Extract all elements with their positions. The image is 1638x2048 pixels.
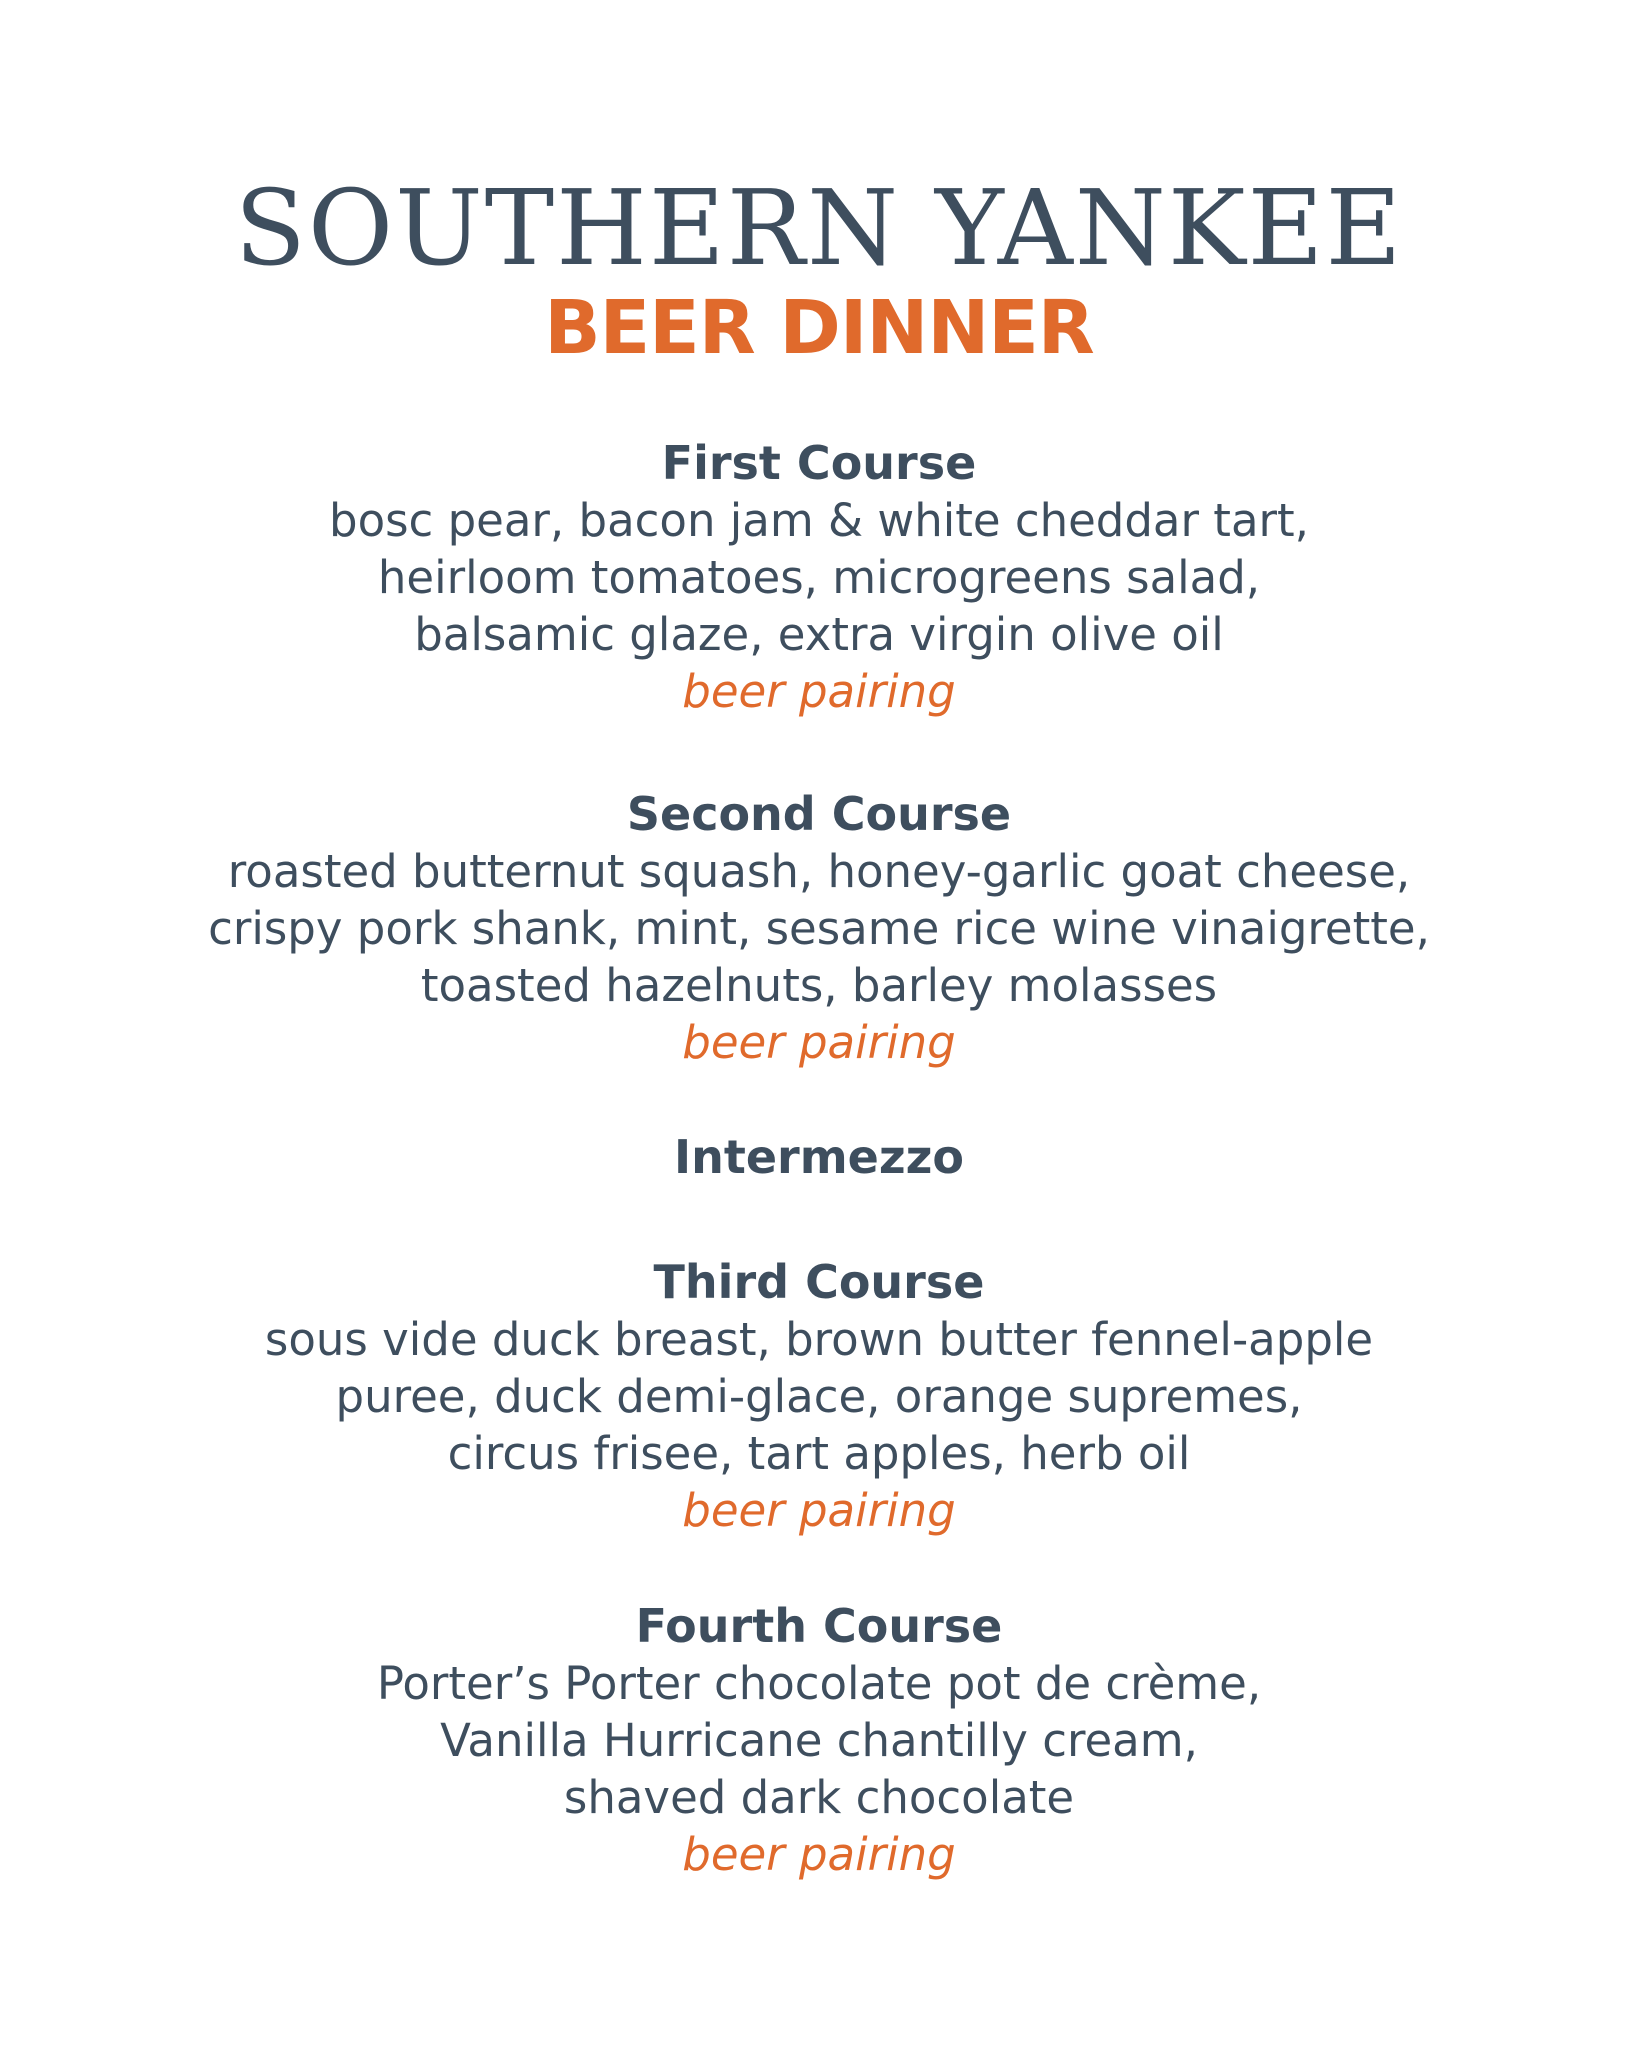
course-description-line: balsamic glaze, extra virgin olive oil bbox=[414, 608, 1224, 661]
course-heading: Fourth Course bbox=[635, 1599, 1003, 1653]
course-description-line: bosc pear, bacon jam & white cheddar tart, bbox=[329, 494, 1309, 547]
beer-pairing: beer pairing bbox=[682, 665, 956, 718]
course-description-line: toasted hazelnuts, barley molasses bbox=[420, 959, 1218, 1012]
menu-title: SOUTHERN YANKEE bbox=[234, 167, 1404, 289]
course-heading: Second Course bbox=[626, 787, 1012, 841]
course-heading: Third Course bbox=[653, 1255, 985, 1309]
course-first bbox=[0, 434, 1638, 720]
beer-pairing: beer pairing bbox=[682, 1828, 956, 1881]
beer-pairing: beer pairing bbox=[682, 1016, 956, 1069]
course-description-line: Vanilla Hurricane chantilly cream, bbox=[440, 1714, 1198, 1767]
course-description-line: shaved dark chocolate bbox=[563, 1771, 1075, 1824]
course-second bbox=[0, 785, 1638, 1071]
course-description-line: puree, duck demi-glace, orange supremes, bbox=[335, 1370, 1303, 1423]
course-description-line: sous vide duck breast, brown butter fennel-apple bbox=[264, 1313, 1374, 1366]
beer-pairing: beer pairing bbox=[682, 1484, 956, 1537]
course-description-line: roasted butternut squash, honey-garlic goat cheese, bbox=[227, 845, 1411, 898]
course-description-line: crispy pork shank, mint, sesame rice wine vinaigrette, bbox=[208, 902, 1430, 955]
course-heading: Intermezzo bbox=[673, 1130, 964, 1184]
course-description-line: heirloom tomatoes, microgreens salad, bbox=[377, 551, 1261, 604]
menu-subtitle: BEER DINNER bbox=[544, 285, 1094, 371]
course-heading: First Course bbox=[661, 436, 977, 490]
course-fourth bbox=[0, 1597, 1638, 1883]
course-third bbox=[0, 1253, 1638, 1539]
course-description-line: Porter’s Porter chocolate pot de crème, bbox=[376, 1657, 1262, 1710]
course-description-line: circus frisee, tart apples, herb oil bbox=[447, 1427, 1191, 1480]
course-intermezzo bbox=[0, 1128, 1638, 1186]
